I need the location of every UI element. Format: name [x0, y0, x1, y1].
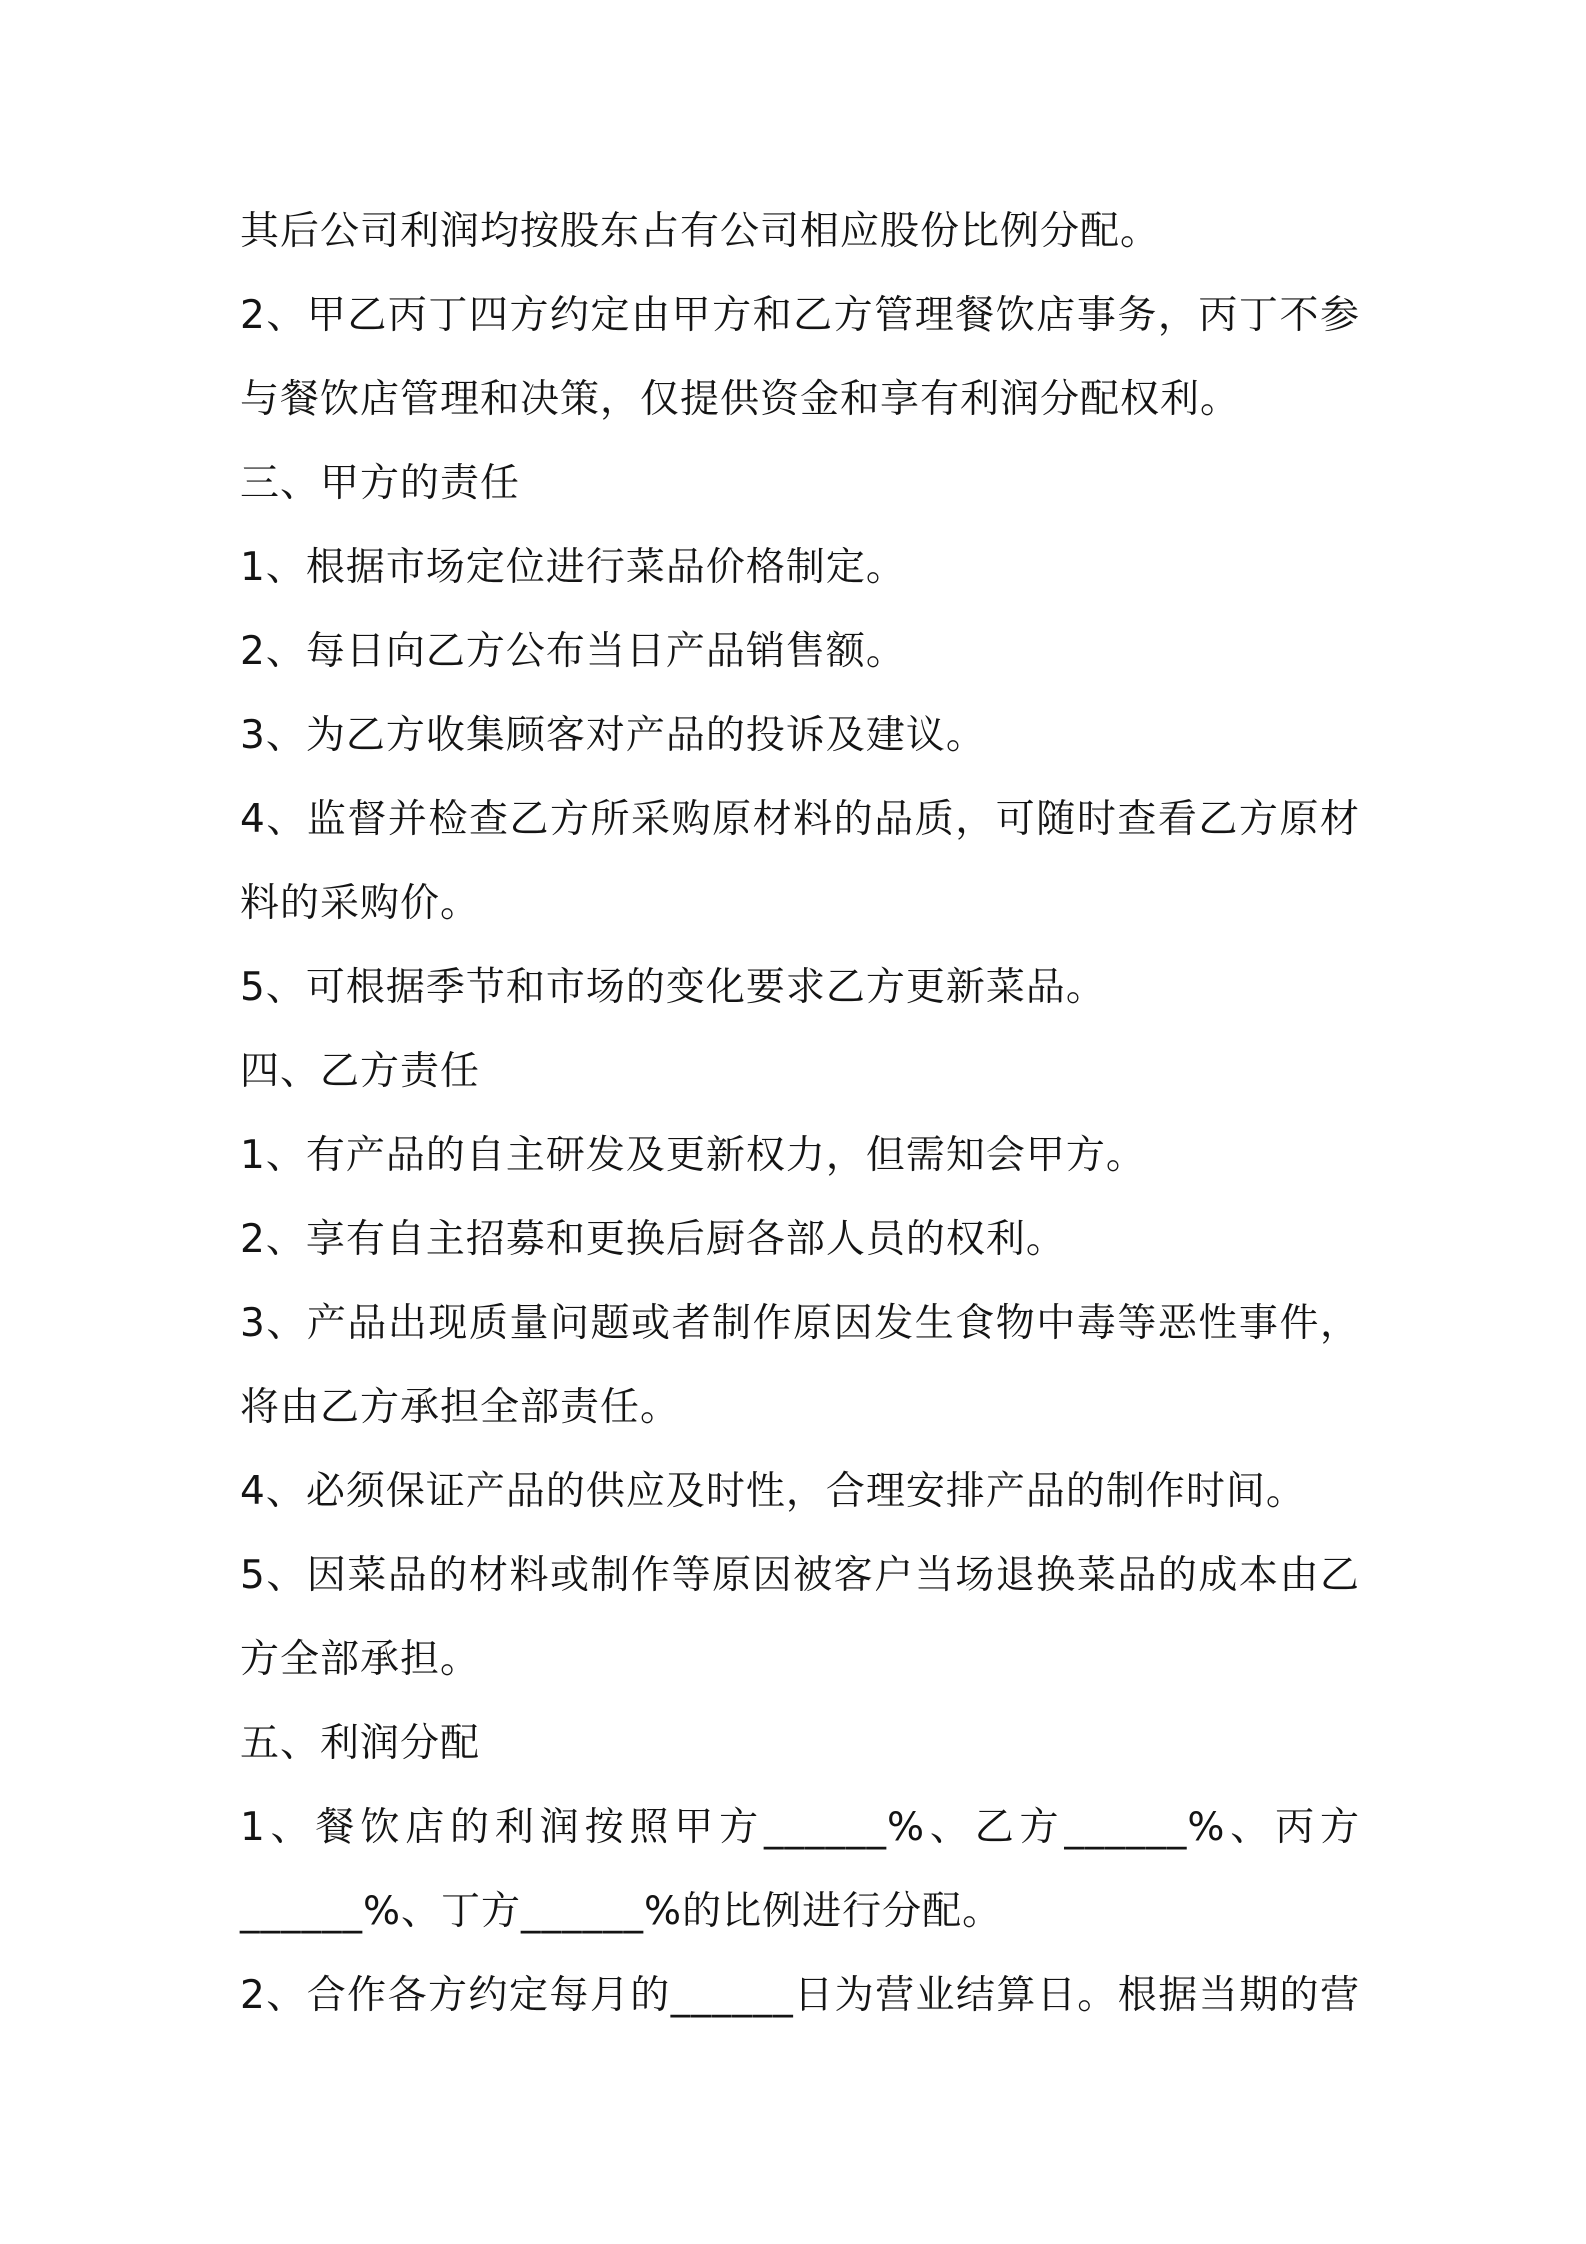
paragraph-line: 其后公司利润均按股东占有公司相应股份比例分配。: [240, 209, 1161, 254]
section-heading: 四、乙方责任: [240, 1049, 481, 1094]
list-item: 4、监督并检查乙方所采购原材料的品质，可随时查看乙方原材: [240, 797, 1360, 842]
list-item-continuation: ______%、丁方______%的比例进行分配。: [240, 1889, 1003, 1934]
list-item-continuation: 将由乙方承担全部责任。: [240, 1385, 681, 1430]
list-item: 1、餐饮店的利润按照甲方______%、乙方______%、丙方: [240, 1805, 1360, 1850]
list-item: 1、根据市场定位进行菜品价格制定。: [240, 545, 906, 590]
paragraph-line: 与餐饮店管理和决策，仅提供资金和享有利润分配权利。: [240, 377, 1241, 422]
list-item: 1、有产品的自主研发及更新权力，但需知会甲方。: [240, 1133, 1146, 1178]
list-item: 2、每日向乙方公布当日产品销售额。: [240, 629, 906, 674]
list-item: 3、产品出现质量问题或者制作原因发生食物中毒等恶性事件，: [240, 1301, 1360, 1346]
paragraph-line: 2、甲乙丙丁四方约定由甲方和乙方管理餐饮店事务，丙丁不参: [240, 293, 1360, 338]
list-item-continuation: 方全部承担。: [240, 1637, 481, 1682]
section-heading: 三、甲方的责任: [240, 461, 521, 506]
section-heading: 五、利润分配: [240, 1721, 481, 1766]
list-item: 2、合作各方约定每月的______日为营业结算日。根据当期的营: [240, 1973, 1360, 2018]
list-item-continuation: 料的采购价。: [240, 881, 481, 926]
list-item: 2、享有自主招募和更换后厨各部人员的权利。: [240, 1217, 1066, 1262]
list-item: 4、必须保证产品的供应及时性，合理安排产品的制作时间。: [240, 1469, 1306, 1514]
list-item: 5、因菜品的材料或制作等原因被客户当场退换菜品的成本由乙: [240, 1553, 1360, 1598]
document-body: [240, 190, 1360, 2038]
list-item: 5、可根据季节和市场的变化要求乙方更新菜品。: [240, 965, 1106, 1010]
list-item: 3、为乙方收集顾客对产品的投诉及建议。: [240, 713, 986, 758]
